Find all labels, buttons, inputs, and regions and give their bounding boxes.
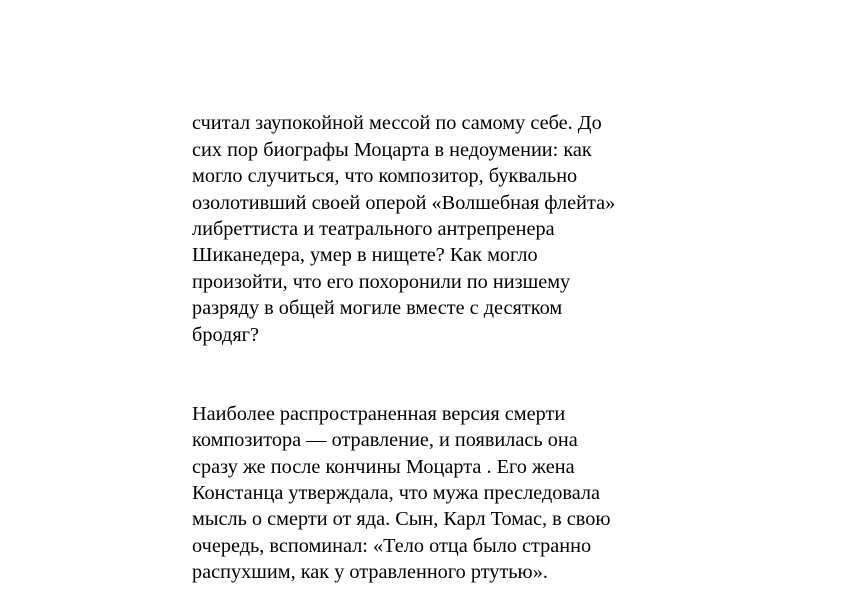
body-text: [192, 84, 662, 612]
paragraph-1: считал заупокойной мессой по самому себе. До сих пор биографы Моцарта в недоумении: как могло случиться, что композитор, буквально озолотивший своей оперой «Волшебная флейта» либреттиста и театрального антрепренера Шиканедера, умер в нищете? Как могло произойти, что его похоронили по низшему разряду в общей могиле вместе с десятком бродяг?: [192, 112, 616, 346]
paragraph-2: Наиболее распространенная версия смерти композитора — отравление, и появилась она сразу же после кончины Моцарта . Его жена Констанца утверждала, что мужа преследовала мысль о смерти от яда. Сын, Карл Томас, в свою очередь, вспоминал: «Тело отца было странно распухшим, как у отравленного ртутью».: [192, 402, 611, 584]
